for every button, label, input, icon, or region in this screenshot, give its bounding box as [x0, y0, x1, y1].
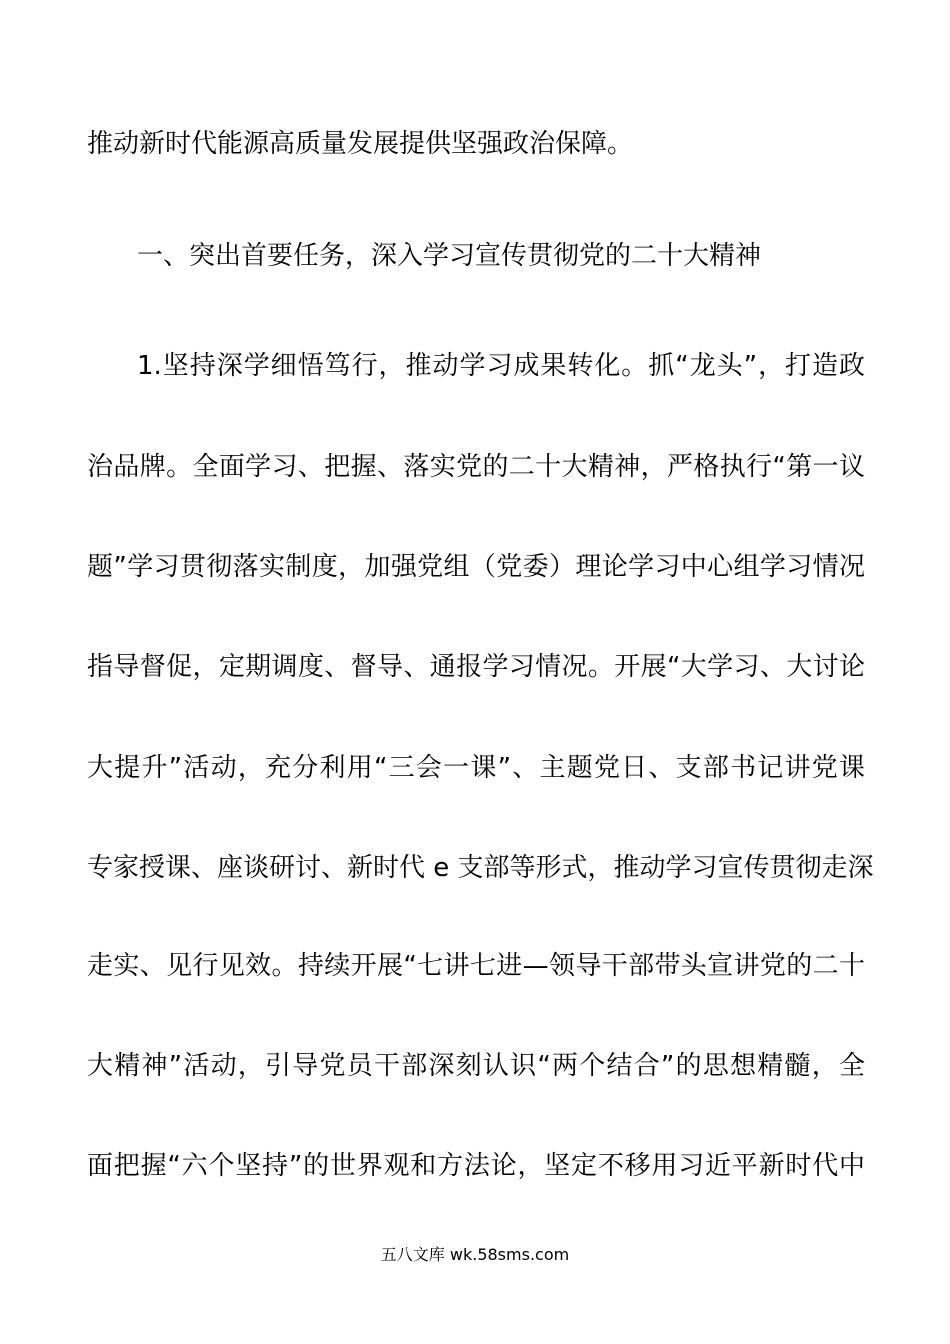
paragraph-line-5: 题”学习贯彻落实制度，加强党组（党委）理论学习中心组学习情况: [87, 552, 865, 582]
paragraph-line-8: 专家授课、座谈研讨、新时代 e 支部等形式，推动学习宣传贯彻走深: [87, 853, 874, 883]
paragraph-line-10: 大精神”活动，引导党员干部深刻认识“两个结合”的思想精髓，全: [87, 1051, 865, 1081]
watermark-footer: 五八文库 wk.58sms.com: [380, 1245, 570, 1264]
paragraph-line-9: 走实、见行见效。持续开展“七讲七进—领导干部带头宣讲党的二十: [87, 951, 865, 981]
section-heading: 一、突出首要任务，深入学习宣传贯彻党的二十大精神: [137, 241, 762, 271]
paragraph-line-6: 指导督促，定期调度、督导、通报学习情况。开展“大学习、大讨论: [87, 652, 865, 682]
paragraph-line-1: 推动新时代能源高质量发展提供坚强政治保障。: [87, 129, 634, 159]
paragraph-line-11: 面把握“六个坚持”的世界观和方法论，坚定不移用习近平新时代中: [87, 1151, 865, 1181]
paragraph-line-3: 1.坚持深学细悟笃行，推动学习成果转化。抓“龙头”，打造政: [137, 351, 865, 381]
paragraph-line-4: 治品牌。全面学习、把握、落实党的二十大精神，严格执行“第一议: [87, 452, 865, 482]
paragraph-line-7: 大提升”活动，充分利用“三会一课”、主题党日、支部书记讲党课: [87, 753, 865, 783]
